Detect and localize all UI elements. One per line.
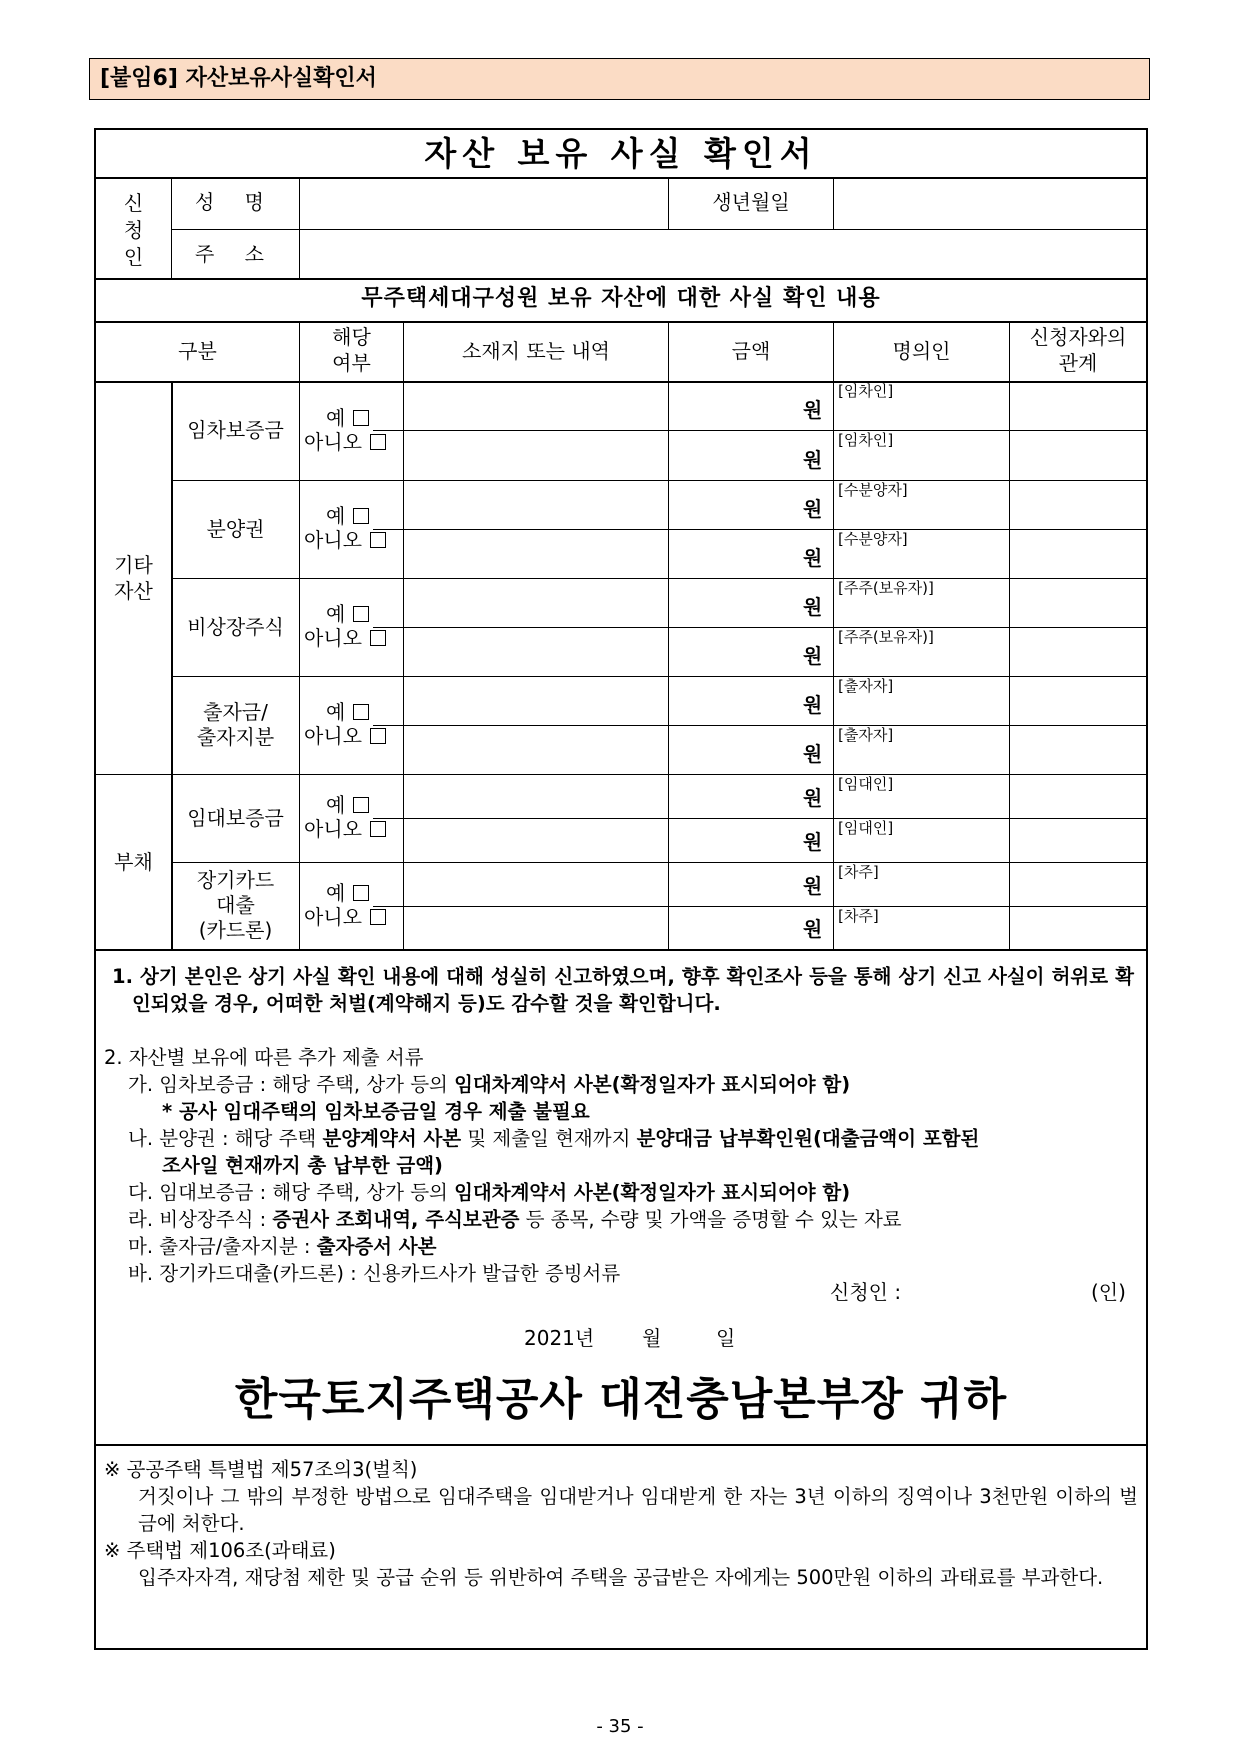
yes-checkbox[interactable] bbox=[326, 881, 369, 905]
item-name: 출자금/ 출자지분 bbox=[196, 700, 275, 749]
no-checkbox[interactable] bbox=[304, 817, 386, 841]
won-unit: 원 bbox=[803, 546, 823, 570]
holder-hint: [차주] bbox=[838, 863, 879, 881]
location-field[interactable] bbox=[404, 482, 666, 527]
note-ra: 라. 비상장주식 : 증권사 조회내역, 주식보관증 등 종목, 수량 및 가액을 증명할 수 있는 자료 bbox=[128, 1208, 902, 1231]
birth-label: 생년월일 bbox=[712, 190, 790, 214]
location-field[interactable] bbox=[404, 531, 666, 576]
law2-title: ※ 주택법 제106조(과태료) bbox=[104, 1539, 336, 1562]
checkbox-no[interactable] bbox=[370, 909, 386, 925]
checkbox-no[interactable] bbox=[370, 821, 386, 837]
checkbox-no[interactable] bbox=[370, 434, 386, 450]
relation-field[interactable] bbox=[1012, 820, 1144, 860]
location-field[interactable] bbox=[404, 864, 666, 904]
note-ma: 마. 출자금/출자지분 : 출자증서 사본 bbox=[128, 1235, 437, 1258]
holder-hint: [임대인] bbox=[838, 775, 894, 793]
no-label: 아니오 bbox=[304, 904, 362, 929]
won-unit: 원 bbox=[803, 497, 823, 521]
date-year: 2021년 bbox=[524, 1326, 595, 1350]
location-field[interactable] bbox=[404, 727, 666, 772]
checkbox-yes[interactable] bbox=[353, 508, 369, 524]
item-name: 임차보증금 bbox=[187, 418, 284, 442]
checkbox-no[interactable] bbox=[370, 630, 386, 646]
location-field[interactable] bbox=[404, 383, 666, 428]
relation-field[interactable] bbox=[1012, 580, 1144, 625]
won-unit: 원 bbox=[803, 448, 823, 472]
law1-title: ※ 공공주택 특별법 제57조의3(벌칙) bbox=[104, 1458, 418, 1481]
no-checkbox[interactable] bbox=[304, 626, 386, 650]
relation-field[interactable] bbox=[1012, 432, 1144, 478]
yes-label: 예 bbox=[326, 700, 346, 724]
applicant-sign-label: 신청인 : bbox=[830, 1280, 902, 1304]
location-field[interactable] bbox=[404, 678, 666, 723]
item-name: 장기카드 대출 (카드론) bbox=[196, 868, 275, 942]
yes-checkbox[interactable] bbox=[326, 504, 369, 528]
yes-label: 예 bbox=[326, 504, 346, 528]
address-label: 주 소 bbox=[195, 242, 276, 266]
holder-hint: [주주(보유자)] bbox=[838, 628, 934, 646]
section-title: 무주택세대구성원 보유 자산에 대한 사실 확인 내용 bbox=[361, 286, 881, 311]
checkbox-yes[interactable] bbox=[353, 606, 369, 622]
relation-field[interactable] bbox=[1012, 383, 1144, 428]
note-na: 나. 분양권 : 해당 주택 분양계약서 사본 및 제출일 현재까지 분양대금 납부확인원(대출금액이 포함된 bbox=[128, 1127, 980, 1150]
won-unit: 원 bbox=[803, 644, 823, 668]
relation-field[interactable] bbox=[1012, 629, 1144, 674]
note-na-cont: 조사일 현재까지 총 납부한 금액) bbox=[162, 1154, 443, 1177]
relation-field[interactable] bbox=[1012, 864, 1144, 904]
no-checkbox[interactable] bbox=[304, 905, 386, 929]
location-field[interactable] bbox=[404, 820, 666, 860]
applicant-sign-field[interactable] bbox=[948, 1280, 1090, 1304]
yes-checkbox[interactable] bbox=[326, 406, 369, 430]
location-field[interactable] bbox=[404, 432, 666, 478]
no-checkbox[interactable] bbox=[304, 724, 386, 748]
page-number: - 35 - bbox=[596, 1716, 644, 1737]
holder-hint: [임차인] bbox=[838, 431, 894, 449]
seal-mark: (인) bbox=[1091, 1280, 1126, 1304]
no-checkbox[interactable] bbox=[304, 528, 386, 552]
holder-hint: [출자자] bbox=[838, 726, 894, 744]
name-field[interactable] bbox=[300, 182, 666, 226]
law2-text: 입주자자격, 재당첨 제한 및 공급 순위 등 위반하여 주택을 공급받은 자에게는 500만원 이하의 과태료를 부과한다. bbox=[138, 1566, 1104, 1589]
no-label: 아니오 bbox=[304, 817, 362, 841]
yes-checkbox[interactable] bbox=[326, 700, 369, 724]
col-applicable: 해당 여부 bbox=[332, 325, 371, 375]
date-day: 일 bbox=[716, 1326, 736, 1350]
holder-hint: [임대인] bbox=[838, 819, 894, 837]
yes-checkbox[interactable] bbox=[326, 793, 369, 817]
won-unit: 원 bbox=[803, 917, 823, 941]
checkbox-no[interactable] bbox=[370, 728, 386, 744]
yes-label: 예 bbox=[326, 405, 346, 430]
relation-field[interactable] bbox=[1012, 776, 1144, 816]
note-da: 다. 임대보증금 : 해당 주택, 상가 등의 임대차계약서 사본(확정일자가 표시되어야 함) bbox=[128, 1181, 851, 1204]
note-ba: 바. 장기카드대출(카드론) : 신용카드사가 발급한 증빙서류 bbox=[128, 1262, 621, 1285]
form-title: 자산 보유 사실 확인서 bbox=[424, 134, 818, 173]
won-unit: 원 bbox=[803, 874, 823, 898]
note-1: 1. 상기 본인은 상기 사실 확인 내용에 대해 성실히 신고하였으며, 향후 확인조사 등을 통해 상기 신고 사실이 허위로 확인되었을 경우, 어떠한 처벌(계약해지 등)도 감수할 것을 확인합니다. bbox=[112, 965, 1134, 1015]
holder-hint: [출자자] bbox=[838, 677, 894, 695]
won-unit: 원 bbox=[803, 398, 823, 422]
location-field[interactable] bbox=[404, 629, 666, 674]
group-label: 기타 자산 bbox=[114, 552, 153, 603]
location-field[interactable] bbox=[404, 908, 666, 947]
won-unit: 원 bbox=[803, 742, 823, 766]
checkbox-no[interactable] bbox=[370, 532, 386, 548]
won-unit: 원 bbox=[803, 786, 823, 810]
name-label: 성 명 bbox=[195, 190, 276, 214]
note-ga-sub: * 공사 임대주택의 임차보증금일 경우 제출 불필요 bbox=[162, 1100, 590, 1123]
attachment-label: [붙임6] 자산보유사실확인서 bbox=[89, 58, 1150, 100]
address-field[interactable] bbox=[300, 232, 1144, 276]
birth-field[interactable] bbox=[836, 182, 1144, 226]
col-amount: 금액 bbox=[731, 339, 771, 363]
col-relation: 신청자와의 관계 bbox=[1029, 325, 1127, 375]
holder-hint: [수분양자] bbox=[838, 481, 908, 499]
won-unit: 원 bbox=[803, 595, 823, 619]
location-field[interactable] bbox=[404, 580, 666, 625]
holder-hint: [차주] bbox=[838, 907, 879, 925]
col-location: 소재지 또는 내역 bbox=[462, 339, 610, 363]
applicant-group-label: 신 청 인 bbox=[123, 191, 144, 269]
no-label: 아니오 bbox=[304, 528, 362, 552]
law1-text: 거짓이나 그 밖의 부정한 방법으로 임대주택을 임대받거나 임대받게 한 자는 3년 이하의 징역이나 3천만원 이하의 벌금에 처한다. bbox=[138, 1485, 1138, 1535]
col-category: 구분 bbox=[178, 339, 217, 363]
footer-notes bbox=[104, 1456, 1138, 1591]
item-name: 비상장주식 bbox=[187, 614, 284, 639]
yes-checkbox[interactable] bbox=[326, 602, 369, 626]
date-month: 월 bbox=[642, 1326, 662, 1350]
relation-field[interactable] bbox=[1012, 908, 1144, 947]
no-checkbox[interactable] bbox=[304, 430, 386, 454]
yes-label: 예 bbox=[326, 880, 346, 905]
won-unit: 원 bbox=[803, 693, 823, 717]
checkbox-yes[interactable] bbox=[353, 704, 369, 720]
checkbox-yes[interactable] bbox=[353, 797, 369, 813]
notes bbox=[104, 963, 1134, 1287]
holder-hint: [수분양자] bbox=[838, 530, 908, 548]
relation-field[interactable] bbox=[1012, 531, 1144, 576]
checkbox-yes[interactable] bbox=[353, 885, 369, 901]
addressee: 한국토지주택공사 대전충남본부장 귀하 bbox=[234, 1374, 1008, 1425]
group-label: 부채 bbox=[114, 849, 153, 874]
yes-label: 예 bbox=[326, 793, 346, 817]
checkbox-yes[interactable] bbox=[353, 410, 369, 426]
holder-hint: [임차인] bbox=[838, 382, 894, 400]
note-ga: 가. 임차보증금 : 해당 주택, 상가 등의 임대차계약서 사본(확정일자가 표시되어야 함) bbox=[128, 1073, 851, 1096]
item-name: 분양권 bbox=[206, 516, 265, 541]
no-label: 아니오 bbox=[304, 429, 362, 454]
holder-hint: [주주(보유자)] bbox=[838, 579, 934, 597]
yes-label: 예 bbox=[326, 602, 346, 626]
relation-field[interactable] bbox=[1012, 482, 1144, 527]
no-label: 아니오 bbox=[304, 724, 362, 748]
no-label: 아니오 bbox=[304, 626, 362, 650]
col-holder: 명의인 bbox=[892, 339, 951, 363]
relation-field[interactable] bbox=[1012, 727, 1144, 772]
item-name: 임대보증금 bbox=[187, 805, 284, 830]
location-field[interactable] bbox=[404, 776, 666, 816]
relation-field[interactable] bbox=[1012, 678, 1144, 723]
asset-confirmation-form bbox=[94, 128, 1148, 1650]
won-unit: 원 bbox=[803, 830, 823, 854]
note-2-title: 2. 자산별 보유에 따른 추가 제출 서류 bbox=[104, 1046, 424, 1069]
